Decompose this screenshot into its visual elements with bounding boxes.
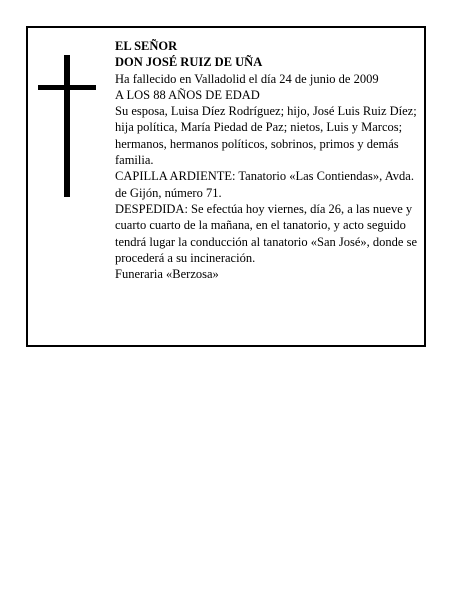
deceased-name: DON JOSÉ RUIZ DE UÑA	[115, 55, 263, 70]
cross-horizontal-bar	[38, 85, 96, 90]
age-statement: A LOS 88 AÑOS DE EDAD	[115, 87, 260, 102]
chapel-info: CAPILLA ARDIENTE: Tanatorio «Las Contiendas», Avda. de Gijón, número 71.	[115, 169, 414, 200]
cross-vertical-bar	[64, 55, 70, 197]
notice-title-line1: EL SEÑOR	[115, 39, 178, 53]
death-statement: Ha fallecido en Valladolid el día 24 de junio de 2009	[115, 71, 379, 86]
funeral-home: Funeraria «Berzosa»	[115, 267, 219, 282]
farewell-info: DESPEDIDA: Se efectúa hoy viernes, día 26, a las nueve y cuarto cuarto de la mañana, en el tanatorio, y acto seguido tendrá lugar la conducción al tanatorio «San José», donde se procederá a su incineración.	[115, 201, 417, 265]
family-members: Su esposa, Luisa Díez Rodríguez; hijo, José Luis Ruiz Díez; hija política, María Piedad de Paz; nietos, Luis y Marcos; hermanos, hermanos políticos, sobrinos, primos y demás familia.	[115, 104, 417, 168]
obituary-text	[115, 38, 427, 282]
